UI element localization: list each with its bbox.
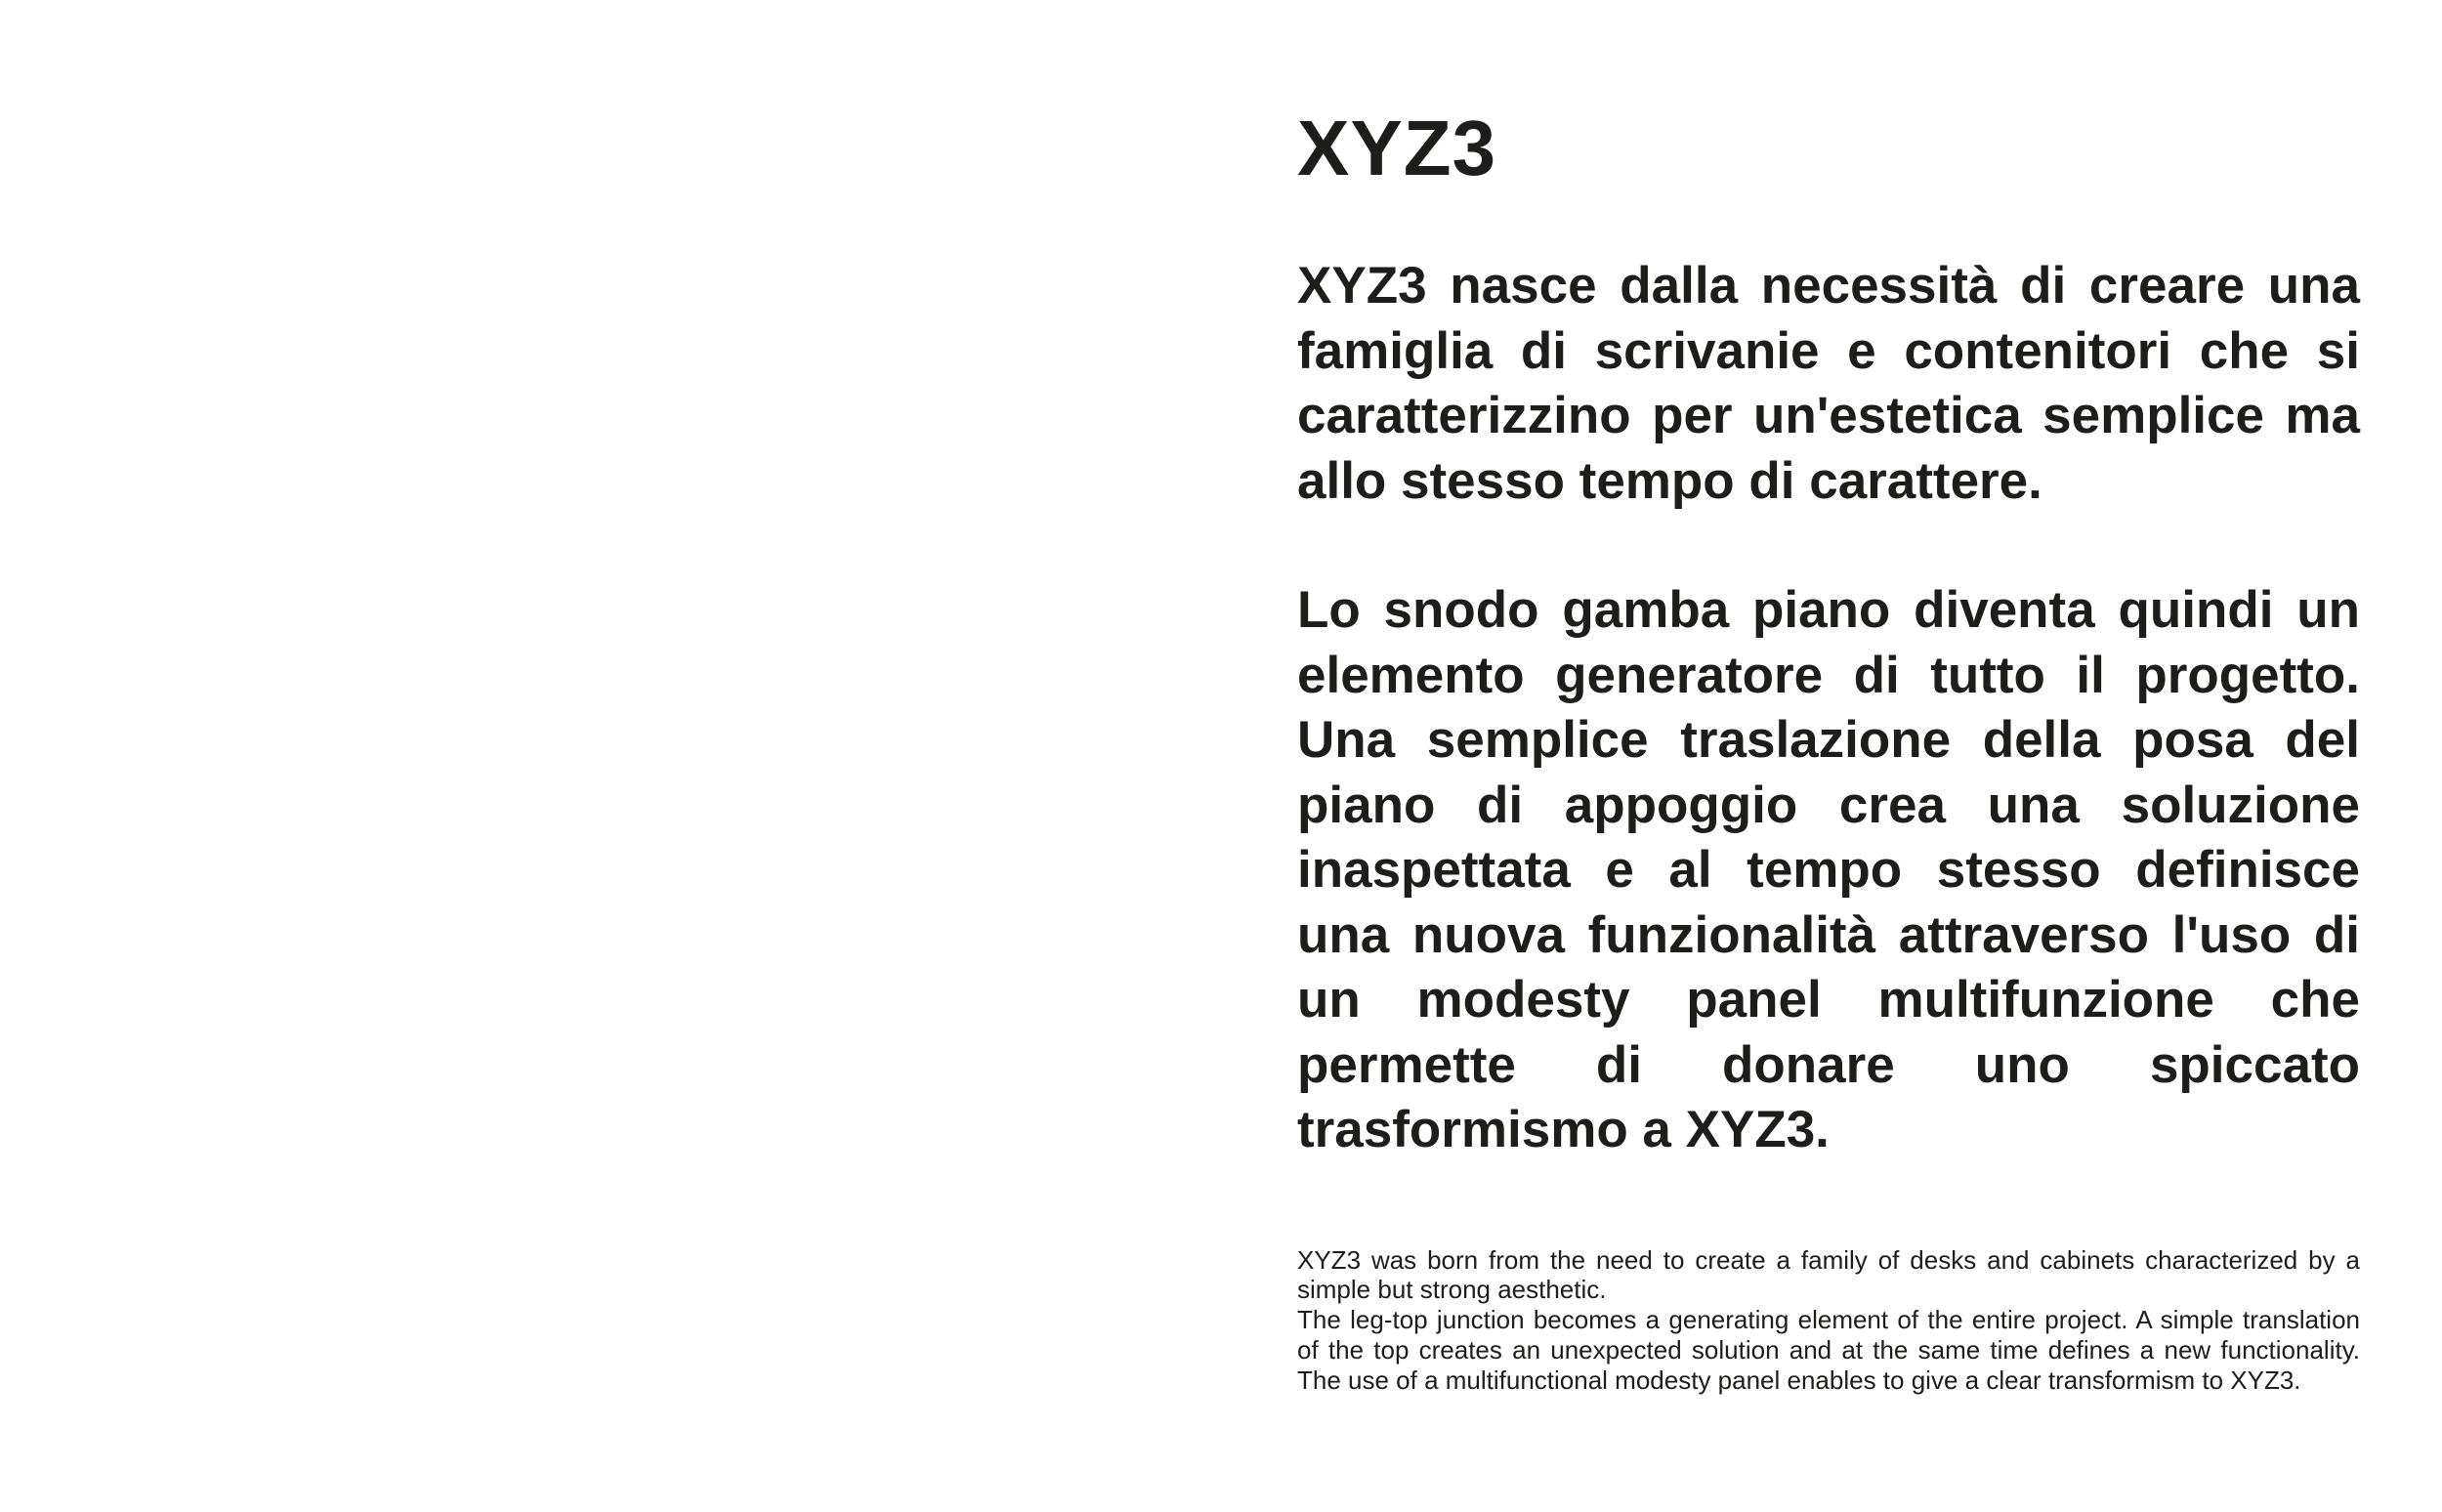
page-title: XYZ3 <box>1297 105 1497 191</box>
english-paragraph-1: XYZ3 was born from the need to create a family of desks and cabinets characterized by a simple but strong aesthetic. <box>1297 1244 2360 1305</box>
italian-body-paragraph: Lo snodo gamba piano diventa quindi un elemento generatore di tutto il progetto. Una semplice traslazione della posa del piano di appoggio crea una soluzione inaspettata e al tempo stesso definisce una nuova funzionalità attraverso l'uso di un modesty panel multifunzione che permette di donare uno spiccato trasformismo a XYZ3. <box>1297 581 2360 1158</box>
text-column <box>1297 93 2360 1395</box>
english-description <box>1297 1245 2360 1396</box>
italian-description <box>1297 254 2360 1163</box>
english-paragraph-2: The leg-top junction becomes a generating element of the entire project. A simple translation of the top creates an unexpected solution and at the same time defines a new functionality. The use of a multifunctional modesty panel enables to give a clear transformism to XYZ3. <box>1297 1305 2360 1395</box>
italian-intro-paragraph: XYZ3 nasce dalla necessità di creare una famiglia di scrivanie e contenitori che si caratterizzino per un'estetica semplice ma allo stesso tempo di carattere. <box>1297 257 2360 510</box>
